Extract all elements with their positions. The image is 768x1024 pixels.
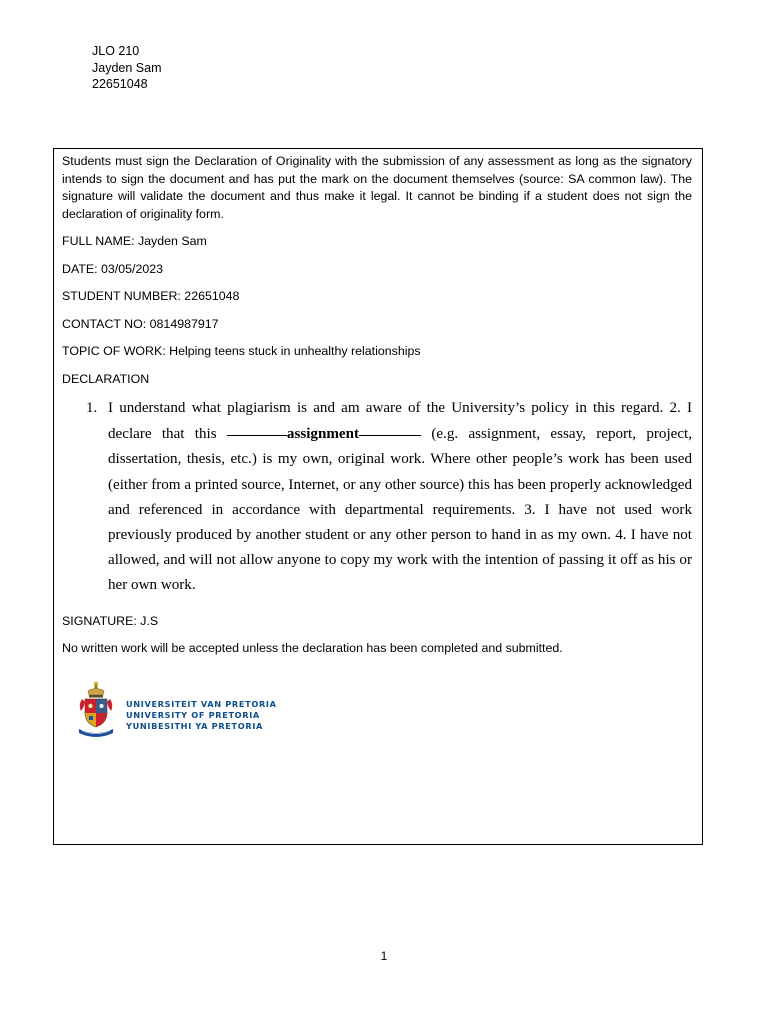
university-name-afrikaans: UNIVERSITEIT VAN PRETORIA — [126, 699, 277, 709]
university-crest-icon — [76, 679, 120, 741]
signature-field: SIGNATURE: J.S — [62, 613, 159, 628]
assignment-word: assignment — [286, 426, 360, 443]
contact-number-field: CONTACT NO: 0814987917 — [62, 316, 219, 331]
page-number: 1 — [380, 949, 388, 963]
full-name-field: FULL NAME: Jayden Sam — [62, 234, 207, 248]
student-name: Jayden Sam — [92, 60, 162, 75]
university-logo — [76, 679, 276, 741]
declaration-text-after: (e.g. assignment, essay, report, project, dissertation, thesis, etc.) is my own, original work. Where other people’s work has been used (either from a printed source, Internet, or any other source) this has been properly acknowledged and referenced in accordance with departmental requirements. 3. I have not used work previously produced by another student or any other person to hand in as my own. 4. I have not allowed, and will not allow anyone to copy my work with the intention of passing it off as his or her own work. — [108, 426, 693, 594]
declaration-list — [62, 396, 692, 599]
date-field: DATE: 03/05/2023 — [62, 261, 164, 276]
document-header — [92, 43, 161, 93]
declaration-form-content — [62, 153, 692, 658]
declaration-item — [62, 396, 692, 599]
student-number: 22651048 — [92, 77, 148, 91]
course-code: JLO 210 — [92, 44, 140, 58]
declaration-text-before: I understand what plagiarism is and am aware of the University’s policy in this regard. 2. I declare that this — [108, 400, 692, 443]
blank-line-left — [227, 419, 287, 436]
student-number-field: STUDENT NUMBER: 22651048 — [62, 289, 240, 303]
university-name-sepedi: YUNIBESITHI YA PRETORIA — [126, 721, 263, 731]
closing-note: No written work will be accepted unless the declaration has been completed and submitted. — [62, 641, 563, 656]
intro-paragraph: Students must sign the Declaration of Originality with the submission of any assessment as long as the signatory intends to sign the document and has put the mark on the document themselves (source: SA common law). The signature will validate the document and thus make it legal. It cannot be binding if a student does not sign the declaration of originality form. — [62, 154, 692, 221]
topic-field: TOPIC OF WORK: Helping teens stuck in unhealthy relationships — [62, 344, 421, 358]
blank-line-right — [359, 419, 421, 436]
declaration-heading: DECLARATION — [62, 371, 150, 386]
university-name-lines — [126, 699, 277, 732]
declaration-item-number: 1. — [86, 400, 98, 416]
university-name-english: UNIVERSITY OF PRETORIA — [126, 710, 260, 720]
declaration-form-box — [53, 148, 703, 845]
